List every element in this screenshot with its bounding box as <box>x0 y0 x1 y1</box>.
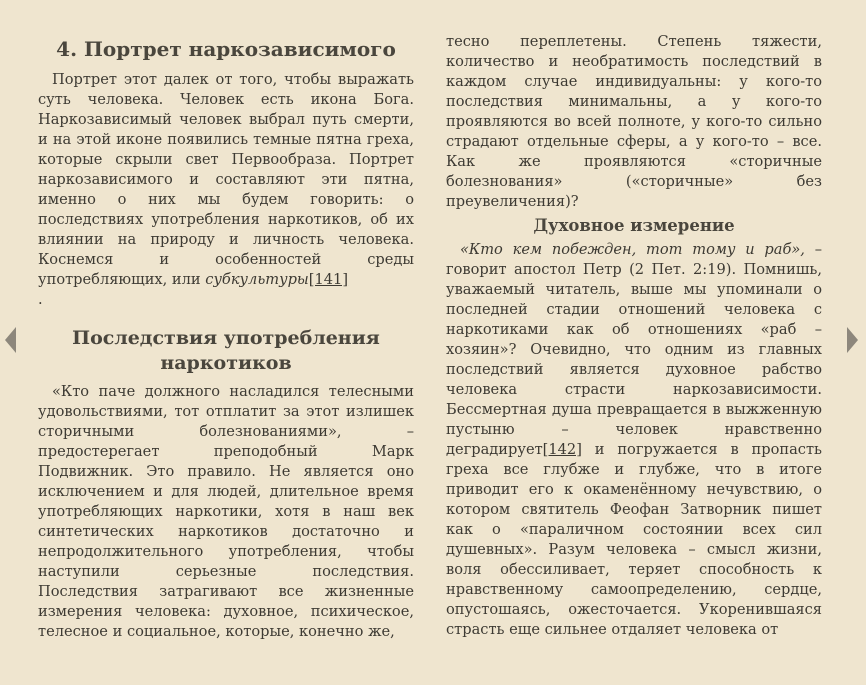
intro-paragraph <box>38 70 414 310</box>
spiritual-paragraph <box>446 240 822 640</box>
footnote-link-142[interactable]: [142] <box>542 441 582 458</box>
chapter-heading: 4. Портрет наркозависимого <box>56 37 396 61</box>
peter-quote-italic: «Кто кем побежден, тот тому и раб», <box>460 241 805 258</box>
prev-page-arrow-icon[interactable] <box>5 327 16 353</box>
spiritual-text-a: – говорит апостол Петр (2 Пет. 2:19). Помнишь, уважаемый читатель, выше мы упоминали о последней стадии отношений человека с наркотиками как об отношениях «раб – хозяин»? Очевидно, что одним из главных последствий является духовное рабство человека страсти наркозависимости. Бессмертная душа превращается в выжженную пустыню – человек нравственно деградирует <box>446 241 822 458</box>
consequences-paragraph-continued: тесно переплетены. Степень тяжести, количество и необратимость последствий в каждом случае индивидуальны: у кого-то последствия минимальны, а у кого-то проявляются во всей полноте, у кого-то сильно страдают отдельные сферы, а у кого-то – все. Как же проявляются «сторичные болезнования» («сторичные» без преувеличения)? <box>446 33 822 210</box>
section-heading-spiritual: Духовное измерение <box>533 216 735 235</box>
consequences-paragraph: «Кто паче должного насладился телесными удовольствиями, тот отплатит за этот излишек сторичными болезнованиями», – предостерегает преподобный Марк Подвижник. Это правило. Не является оно исключением и для людей, длительное время употребляющих наркотики, хотя в наш век синтетических наркотиков достаточно и непродолжительного употребления, чтобы наступили серьезные последствия. Последствия затрагивают все жизненные измерения человека: духовное, психическое, телесное и социальное, которые, конечно же, <box>38 383 414 640</box>
footnote-link-141[interactable]: [141] <box>308 271 349 288</box>
section-heading-consequences: Последствия употребления наркотиков <box>72 327 380 374</box>
intro-text: Портрет этот далек от того, чтобы выражать суть человека. Человек есть икона Бога. Наркозависимый человек выбрал путь смерти, и на этой иконе появились темные пятна греха, которые скрыли свет Первообраза. Портрет наркозависимого и составляют эти пятна, именно о них мы будем говорить: о последствиях употребления наркотиков, об их влиянии на природу и личность человека. Коснемся и особенностей среды употребляющих, или <box>38 71 414 288</box>
left-column <box>38 30 414 642</box>
intro-tail: . <box>38 291 43 308</box>
spiritual-text-b: и погружается в пропасть греха все глубже и глубже, что в итоге приводит его к окаменённому нечувствию, о котором святитель Феофан Затворник пишет как о «параличном состоянии всех сил душевных». Разум человека – смысл жизни, воля обессиливает, теряет способность к нравственному самоопределению, сердце, опустошаясь, ожесточается. Укоренившаяся страсть еще сильнее отдаляет человека от <box>446 441 822 638</box>
right-column <box>446 32 822 640</box>
next-page-arrow-icon[interactable] <box>847 327 858 353</box>
subculture-italic: субкультуры <box>205 271 309 288</box>
